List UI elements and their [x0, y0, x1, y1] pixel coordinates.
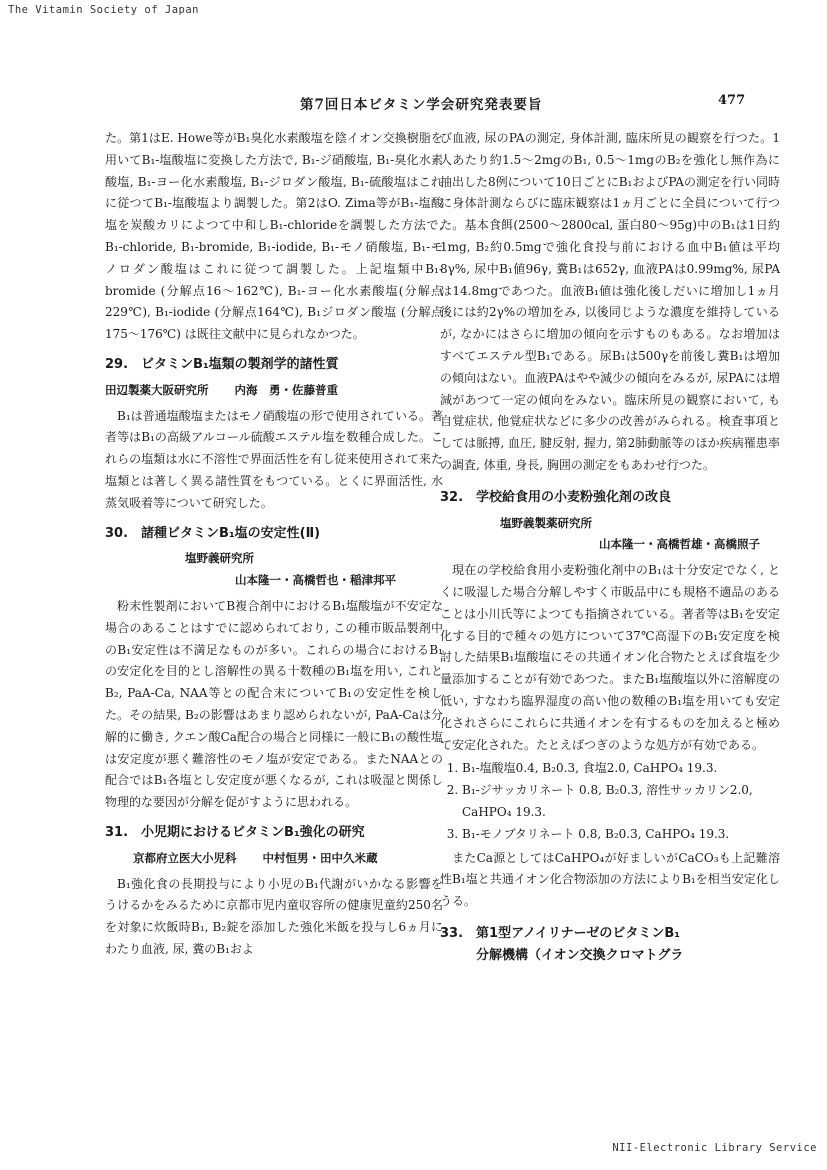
- affiliation: 田辺製薬大阪研究所: [105, 382, 209, 397]
- formula-item: 1. B₁-塩酸塩0.4, B₂0.3, 食塩2.0, CaHPO₄ 19.3.: [462, 758, 780, 780]
- author-line: [105, 848, 443, 870]
- paragraph: た。第1はE. Howe等がB₁臭化水素酸塩を陰イオン交換樹脂を用いてB₁-塩酸塩に変換した方法で, B₁-ジ硝酸塩, B₁-臭化水素酸塩, B₁-ヨー化水素酸塩, B₁-ジロダン酸塩, B₁-硫酸塩はこれに従つてB₁-塩酸塩より調製した。第2はO. Zima等がB₁-塩酸塩を炭酸カリによつて中和しB₁-chlorideを調製した方法で, B₁-chloride, B₁-bromide, B₁-iodide, B₁-モノ硝酸塩, B₁-モノロダン酸塩はこれに従つて調製した。上記塩類中B₁-bromide (分解点16～162℃), B₁-ヨー化水素酸塩(分解点229℃), B₁-iodide (分解点164℃), B₁ジロダン酸塩 (分解点175～176℃) は既往文献中に見られなかつた。: [105, 131, 443, 342]
- section-heading-29: 29. ビタミンB₁塩類の製剤学的諸性質: [105, 356, 339, 372]
- paragraph: またCa源としてはCaHPO₄が好ましいがCaCO₃も上記難溶性B₁塩と共通イオン化合物添加の方法によりB₁を相当安定化しうる。: [440, 850, 780, 909]
- source-header: The Vitamin Society of Japan: [8, 4, 200, 16]
- paragraph: び血液, 尿のPAの測定, 身体計測, 臨床所見の観察を行つた。1人あたり約1.5～2mgのB₁, 0.5～1mgのB₂を強化し無作為に抽出した8例について10日ごとにB₁およびPAの測定を行い同時に身体計測ならびに臨床観察は1ヵ月ごとに全員について行つた。基本食餌(2500～2800cal, 蛋白80～95g)中のB₁は1日約1mg, B₂約0.5mgで強化食投与前における血中B₁値は平均8γ%, 尿中B₁値96γ, 糞B₁は652γ, 血液PAは0.99mg%, 尿PAは14.8mgであつた。血液B₁値は強化後しだいに増加し1ヵ月後には約2γ%の増加をみ, 以後同じような濃度を維持しているが, なかにはさらに増加の傾向を示すものもある。なお増加はすべてエステル型B₁である。尿B₁は500γを前後し糞B₁は増加の傾向はない。血液PAはやや減少の傾向をみるが, 尿PAには増減があつて一定の傾向をみない。臨床所見の観察において, も自覚症状, 他覚症状などに多少の改善がみられる。検査事項としては脈搏, 血圧, 腱反射, 握力, 第2肺動脈等のほか疾病罹患率の調査, 体重, 身長, 胸囲の測定をもあわせ行つた。: [440, 131, 780, 472]
- paragraph: 粉末性製剤においてB複合剤中におけるB₁塩酸塩が不安定な場合のあることはすでに認められており, この種市販品製剤中のB₁安定性は不満足なものが多い。これらの場合におけるB₁の安定化を目的とし溶解性の異る十数種のB₁塩を用い, これとB₂, PaA-Ca, NAA等との配合末についてB₁の安定性を検した。その結果, B₂の影響はあまり認められないが, PaA-Caは分解的に働き, クエン酸Ca配合の場合と同様に一般にB₁の酸性塩は安定度が悪く難溶性のモノ塩が安定である。またNAAとの配合ではB₁各塩とし安定度が悪くなるが, これは吸湿と関係し物理的な要因が分解を促がすように思われる。: [105, 598, 443, 810]
- affiliation: 塩野義研究所: [185, 551, 254, 566]
- paragraph: B₁強化食の長期投与により小児のB₁代謝がいかなる影響をうけるかをみるために京都市児内童収容所の健康児童約250名を対象に炊飯時B₁, B₂錠を添加した強化米飯を投与し6ヵ月にわたり血液, 尿, 糞のB₁およ: [105, 876, 443, 956]
- affiliation: 京都府立医大小児科: [133, 850, 237, 865]
- running-head: 第7回日本ビタミン学会研究発表要旨: [300, 97, 543, 113]
- authors: 山本隆一・高橋哲雄・高橋照子: [599, 537, 760, 552]
- section-heading-33-cont: 分解機構（イオン交換クロマトグラ: [476, 947, 684, 963]
- paragraph: 現在の学校給食用小麦粉強化剤中のB₁は十分安定でなく, とくに吸湿した場合分解しやすく市販品中にも規格不適品のあることは小川氏等によつても指摘されている。著者等はB₁を安定化する目的で種々の処方について37℃高湿下のB₁安定度を検討した結果B₁塩酸塩にその共通イオン化合物たとえば食塩を少量添加することが有効であつた。またB₁塩酸塩以外に溶解度の低い, すなわち臨界湿度の高い他の数種のB₁塩を用いても安定化されさらにこれらに共通イオンを有するものを加えると極めて安定化された。たとえばつぎのような処方が有効である。: [440, 563, 780, 752]
- right-column: [440, 128, 780, 970]
- author-line: [105, 380, 443, 402]
- left-column: [105, 128, 443, 961]
- section-heading-31: 31. 小児期におけるビタミンB₁強化の研究: [105, 824, 365, 840]
- authors: 山本隆一・高橋哲也・稲津邦平: [235, 573, 396, 588]
- authors: 内海 勇・佐藤普重: [234, 382, 338, 397]
- section-heading-33: 33. 第1型アノイリナーゼのビタミンB₁: [440, 925, 680, 941]
- section-heading-30: 30. 諸種ビタミンB₁塩の安定性(Ⅱ): [105, 525, 321, 541]
- formula-list: [440, 758, 780, 845]
- paragraph: B₁は普通塩酸塩またはモノ硝酸塩の形で使用されている。著者等はB₁の高級アルコール硫酸エステル塩を数種合成した。これらの塩類は水に不溶性で界面活性を有し従来使用されて来た塩類とは著しく異る諸性質をもつている。とくに界面活性, 水蒸気吸着等について研究した。: [105, 408, 443, 510]
- page-number: 477: [718, 93, 746, 108]
- authors: 中村恒男・田中久米蔵: [262, 850, 378, 865]
- formula-item: 3. B₁-モノブタリネート 0.8, B₂0.3, CaHPO₄ 19.3.: [462, 824, 780, 846]
- source-footer: NII-Electronic Library Service: [612, 1142, 817, 1154]
- formula-item: 2. B₁-ジサッカリネート 0.8, B₂0.3, 溶性サッカリン2.0, CaHPO₄ 19.3.: [462, 780, 780, 824]
- affiliation: 塩野義製薬研究所: [500, 515, 592, 530]
- section-heading-32: 32. 学校給食用の小麦粉強化剤の改良: [440, 489, 672, 505]
